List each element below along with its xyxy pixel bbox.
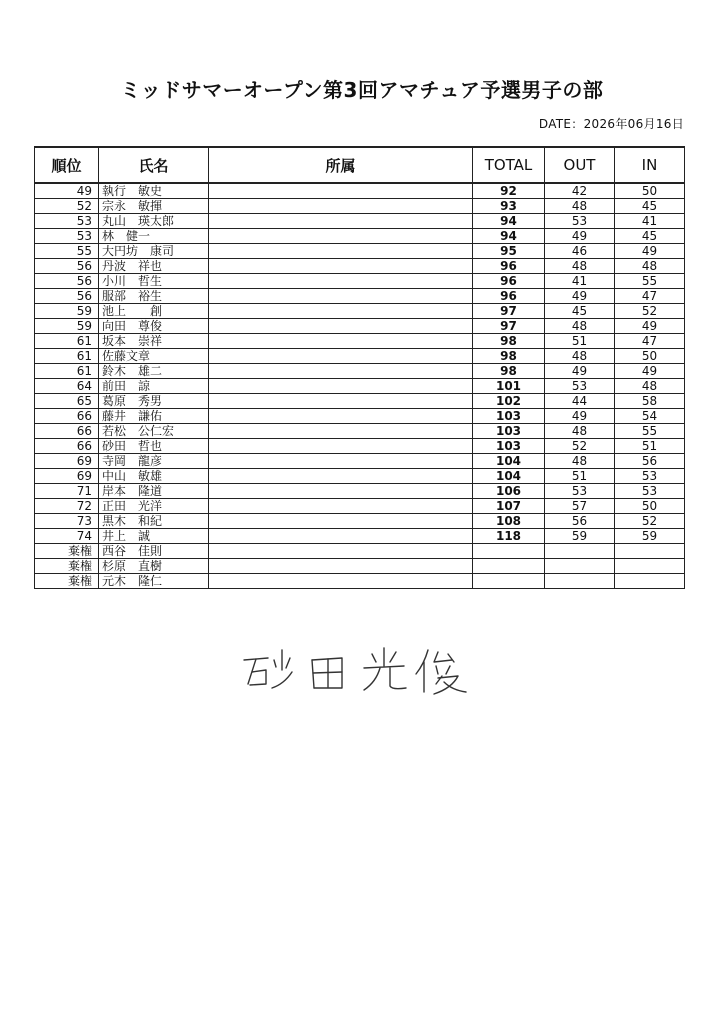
cell-affiliation [209,304,473,319]
cell-in: 45 [615,199,685,214]
cell-in: 52 [615,514,685,529]
cell-affiliation [209,514,473,529]
cell-out: 45 [545,304,615,319]
cell-name: 中山 敏雄 [99,469,209,484]
table-row [35,559,685,574]
table-row [35,469,685,484]
cell-total: 97 [473,304,545,319]
cell-total [473,544,545,559]
cell-rank: 49 [35,183,99,199]
cell-out: 41 [545,274,615,289]
table-row [35,289,685,304]
cell-rank: 73 [35,514,99,529]
cell-out: 49 [545,289,615,304]
cell-name: 大円坊 康司 [99,244,209,259]
cell-rank: 71 [35,484,99,499]
cell-total: 93 [473,199,545,214]
cell-out: 53 [545,484,615,499]
cell-name: 元木 隆仁 [99,574,209,589]
cell-rank: 53 [35,229,99,244]
cell-in: 50 [615,349,685,364]
table-row [35,259,685,274]
cell-rank: 棄権 [35,574,99,589]
cell-affiliation [209,424,473,439]
cell-in: 48 [615,259,685,274]
cell-rank: 61 [35,349,99,364]
cell-out: 51 [545,334,615,349]
cell-affiliation [209,454,473,469]
cell-total: 103 [473,424,545,439]
cell-rank: 72 [35,499,99,514]
cell-rank: 66 [35,424,99,439]
table-row [35,319,685,334]
cell-affiliation [209,394,473,409]
cell-out: 49 [545,409,615,424]
cell-name: 黒木 和紀 [99,514,209,529]
table-row [35,214,685,229]
cell-out: 59 [545,529,615,544]
cell-affiliation [209,409,473,424]
cell-affiliation [209,274,473,289]
cell-affiliation [209,229,473,244]
table-row [35,454,685,469]
cell-name: 服部 裕生 [99,289,209,304]
cell-in: 54 [615,409,685,424]
table-row [35,364,685,379]
cell-affiliation [209,559,473,574]
cell-affiliation [209,334,473,349]
cell-out: 48 [545,259,615,274]
cell-name: 岸本 隆道 [99,484,209,499]
cell-rank: 69 [35,454,99,469]
cell-in: 55 [615,424,685,439]
cell-rank: 66 [35,409,99,424]
cell-total: 103 [473,439,545,454]
cell-name: 西谷 佳則 [99,544,209,559]
cell-total: 94 [473,229,545,244]
cell-rank: 65 [35,394,99,409]
header-in: IN [615,147,685,183]
cell-total: 108 [473,514,545,529]
cell-name: 坂本 崇祥 [99,334,209,349]
cell-out [545,574,615,589]
cell-total: 98 [473,349,545,364]
cell-rank: 61 [35,334,99,349]
table-row [35,379,685,394]
cell-in: 50 [615,183,685,199]
cell-in: 47 [615,334,685,349]
header-total: TOTAL [473,147,545,183]
cell-total: 101 [473,379,545,394]
cell-total: 104 [473,454,545,469]
table-row [35,183,685,199]
table-row [35,304,685,319]
cell-affiliation [209,499,473,514]
cell-total [473,559,545,574]
cell-total: 97 [473,319,545,334]
cell-out: 46 [545,244,615,259]
cell-rank: 棄権 [35,559,99,574]
cell-total: 103 [473,409,545,424]
cell-affiliation [209,259,473,274]
table-row [35,499,685,514]
cell-total: 92 [473,183,545,199]
header-name: 氏名 [99,147,209,183]
table-row [35,529,685,544]
table-row [35,199,685,214]
cell-affiliation [209,439,473,454]
cell-total: 96 [473,289,545,304]
cell-rank: 74 [35,529,99,544]
cell-name: 藤井 謙佑 [99,409,209,424]
cell-in: 50 [615,499,685,514]
cell-name: 若松 公仁宏 [99,424,209,439]
cell-total: 94 [473,214,545,229]
table-row [35,424,685,439]
cell-rank: 55 [35,244,99,259]
cell-total: 98 [473,364,545,379]
cell-rank: 64 [35,379,99,394]
cell-rank: 61 [35,364,99,379]
cell-in [615,559,685,574]
cell-out: 48 [545,349,615,364]
date-label: DATE：2026年06月16日 [538,117,684,131]
header-affiliation: 所属 [209,147,473,183]
cell-name: 葛原 秀男 [99,394,209,409]
cell-total: 98 [473,334,545,349]
table-row [35,409,685,424]
cell-out [545,544,615,559]
cell-name: 向田 尊俊 [99,319,209,334]
cell-out: 48 [545,424,615,439]
cell-name: 池上 創 [99,304,209,319]
cell-in [615,544,685,559]
cell-rank: 棄権 [35,544,99,559]
cell-in: 48 [615,379,685,394]
cell-name: 前田 諒 [99,379,209,394]
cell-name: 正田 光洋 [99,499,209,514]
cell-out: 48 [545,319,615,334]
table-row [35,394,685,409]
cell-in: 58 [615,394,685,409]
cell-name: 杉原 直樹 [99,559,209,574]
header-rank: 順位 [35,147,99,183]
cell-name: 鈴木 雄二 [99,364,209,379]
header-out: OUT [545,147,615,183]
cell-affiliation [209,484,473,499]
cell-out: 52 [545,439,615,454]
cell-in: 59 [615,529,685,544]
table-row [35,274,685,289]
cell-in: 55 [615,274,685,289]
cell-out: 48 [545,199,615,214]
cell-affiliation [209,529,473,544]
cell-name: 小川 哲生 [99,274,209,289]
table-row [35,334,685,349]
cell-name: 丸山 瑛太郎 [99,214,209,229]
cell-rank: 66 [35,439,99,454]
cell-affiliation [209,469,473,484]
cell-out: 57 [545,499,615,514]
cell-rank: 69 [35,469,99,484]
cell-name: 林 健一 [99,229,209,244]
cell-total: 106 [473,484,545,499]
cell-in: 56 [615,454,685,469]
cell-total: 118 [473,529,545,544]
cell-rank: 59 [35,319,99,334]
cell-name: 丹波 祥也 [99,259,209,274]
table-row [35,349,685,364]
table-row [35,544,685,559]
handwritten-signature [238,640,478,700]
cell-total [473,574,545,589]
cell-out: 49 [545,364,615,379]
cell-rank: 56 [35,289,99,304]
cell-rank: 56 [35,259,99,274]
table-row [35,484,685,499]
cell-affiliation [209,379,473,394]
table-row [35,244,685,259]
table-row [35,229,685,244]
cell-affiliation [209,244,473,259]
cell-out: 42 [545,183,615,199]
table-row [35,574,685,589]
table-row [35,514,685,529]
cell-total: 102 [473,394,545,409]
cell-in: 49 [615,319,685,334]
cell-name: 砂田 哲也 [99,439,209,454]
cell-in: 49 [615,364,685,379]
cell-affiliation [209,214,473,229]
cell-name: 寺岡 龍彦 [99,454,209,469]
cell-total: 95 [473,244,545,259]
cell-affiliation [209,349,473,364]
cell-name: 井上 誠 [99,529,209,544]
cell-name: 佐藤文章 [99,349,209,364]
cell-out: 56 [545,514,615,529]
cell-rank: 59 [35,304,99,319]
cell-out: 53 [545,379,615,394]
cell-in: 41 [615,214,685,229]
cell-affiliation [209,319,473,334]
cell-total: 96 [473,274,545,289]
cell-name: 執行 敏史 [99,183,209,199]
cell-rank: 56 [35,274,99,289]
results-body [35,183,685,589]
cell-rank: 52 [35,199,99,214]
cell-affiliation [209,289,473,304]
cell-total: 104 [473,469,545,484]
cell-rank: 53 [35,214,99,229]
cell-total: 96 [473,259,545,274]
cell-total: 107 [473,499,545,514]
table-row [35,439,685,454]
cell-affiliation [209,544,473,559]
cell-in: 53 [615,469,685,484]
cell-affiliation [209,364,473,379]
cell-in: 47 [615,289,685,304]
cell-out: 48 [545,454,615,469]
cell-affiliation [209,183,473,199]
cell-in [615,574,685,589]
cell-affiliation [209,574,473,589]
cell-in: 53 [615,484,685,499]
cell-out: 51 [545,469,615,484]
cell-out: 53 [545,214,615,229]
cell-in: 51 [615,439,685,454]
cell-out [545,559,615,574]
cell-in: 45 [615,229,685,244]
results-table [34,146,685,589]
cell-in: 49 [615,244,685,259]
cell-out: 49 [545,229,615,244]
cell-affiliation [209,199,473,214]
cell-name: 宗永 敏揮 [99,199,209,214]
table-header-row [35,147,685,183]
cell-out: 44 [545,394,615,409]
page-title: ミッドサマーオープン第3回アマチュア予選男子の部 [120,78,604,102]
cell-in: 52 [615,304,685,319]
